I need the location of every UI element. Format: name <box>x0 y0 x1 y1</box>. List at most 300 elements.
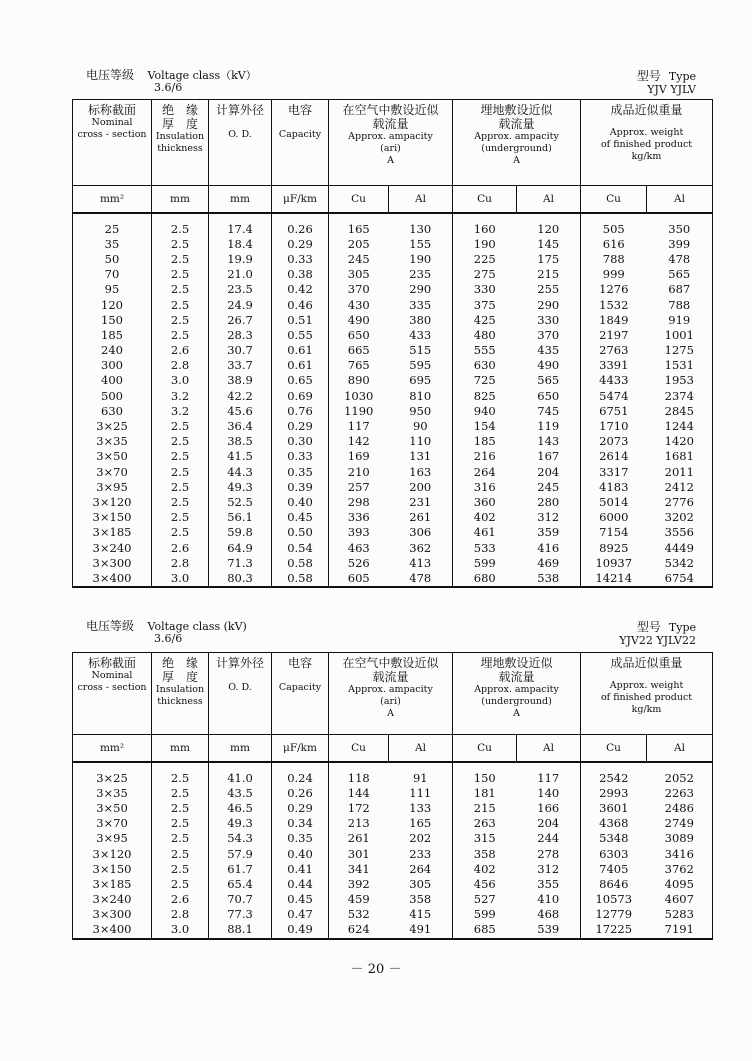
cell-ug-cu: 154 <box>453 419 517 434</box>
cell-weight-cu: 8646 <box>581 877 647 892</box>
cell-section: 3×300 <box>73 556 152 571</box>
cell-od: 77.3 <box>209 907 272 922</box>
cell-air-al: 163 <box>389 465 453 480</box>
cell-weight-al: 2749 <box>647 816 713 831</box>
cell-ug-cu: 533 <box>453 540 517 555</box>
cell-od: 52.5 <box>209 495 272 510</box>
cell-insulation: 2.5 <box>152 313 209 328</box>
table-body <box>73 213 713 588</box>
cell-capacity: 0.26 <box>272 786 329 801</box>
cell-ug-al: 650 <box>517 389 581 404</box>
cell-insulation: 2.5 <box>152 525 209 540</box>
unit-insulation: mm <box>152 735 209 762</box>
cell-ug-al: 117 <box>517 762 581 786</box>
cell-air-cu: 245 <box>329 252 389 267</box>
cell-ug-al: 119 <box>517 419 581 434</box>
cell-ug-al: 244 <box>517 831 581 846</box>
cell-section: 400 <box>73 373 152 388</box>
cell-weight-al: 1420 <box>647 434 713 449</box>
type-en: Type <box>668 621 696 634</box>
cell-ug-cu: 150 <box>453 762 517 786</box>
unit-insulation: mm <box>152 186 209 213</box>
table1-header <box>72 66 702 100</box>
cell-section: 3×50 <box>73 801 152 816</box>
table-row <box>73 373 713 388</box>
sub-al: Al <box>517 735 581 762</box>
cell-air-cu: 298 <box>329 495 389 510</box>
table-row <box>73 816 713 831</box>
cell-od: 88.1 <box>209 922 272 938</box>
cell-insulation: 2.6 <box>152 892 209 907</box>
cell-capacity: 0.34 <box>272 816 329 831</box>
cell-ug-cu: 225 <box>453 252 517 267</box>
table-row <box>73 237 713 252</box>
table-row <box>73 892 713 907</box>
cell-weight-cu: 1532 <box>581 297 647 312</box>
cell-air-cu: 765 <box>329 358 389 373</box>
cell-air-al: 950 <box>389 404 453 419</box>
cell-air-cu: 490 <box>329 313 389 328</box>
cell-od: 59.8 <box>209 525 272 540</box>
cell-od: 43.5 <box>209 786 272 801</box>
cell-ug-cu: 680 <box>453 571 517 587</box>
cell-air-cu: 210 <box>329 465 389 480</box>
page-number: － 20 － <box>350 962 402 977</box>
cell-ug-al: 370 <box>517 328 581 343</box>
cell-insulation: 2.5 <box>152 252 209 267</box>
cell-od: 23.5 <box>209 282 272 297</box>
cell-ug-cu: 316 <box>453 480 517 495</box>
cell-section: 3×70 <box>73 465 152 480</box>
cell-od: 24.9 <box>209 297 272 312</box>
cell-weight-cu: 12779 <box>581 907 647 922</box>
cell-ug-al: 359 <box>517 525 581 540</box>
unit-od: mm <box>209 186 272 213</box>
cell-weight-cu: 8925 <box>581 540 647 555</box>
table-row <box>73 510 713 525</box>
cell-ug-al: 435 <box>517 343 581 358</box>
cell-section: 3×300 <box>73 907 152 922</box>
table-row <box>73 252 713 267</box>
cell-ug-al: 215 <box>517 267 581 282</box>
cell-capacity: 0.61 <box>272 343 329 358</box>
cell-od: 26.7 <box>209 313 272 328</box>
cell-section: 3×25 <box>73 419 152 434</box>
sub-cu: Cu <box>329 186 389 213</box>
cell-air-cu: 261 <box>329 831 389 846</box>
cell-ug-al: 167 <box>517 449 581 464</box>
cell-insulation: 2.8 <box>152 907 209 922</box>
col-weight: 成品近似重量 Approx. weight of finished product kg/km <box>581 653 713 735</box>
cell-weight-al: 5283 <box>647 907 713 922</box>
cell-air-cu: 172 <box>329 801 389 816</box>
cell-capacity: 0.45 <box>272 510 329 525</box>
cell-air-cu: 526 <box>329 556 389 571</box>
cell-ug-al: 355 <box>517 877 581 892</box>
cell-weight-cu: 7405 <box>581 862 647 877</box>
cell-section: 95 <box>73 282 152 297</box>
cell-air-al: 131 <box>389 449 453 464</box>
table-row <box>73 862 713 877</box>
sub-cu: Cu <box>581 735 647 762</box>
cell-capacity: 0.76 <box>272 404 329 419</box>
unit-section: mm² <box>73 735 152 762</box>
cell-capacity: 0.42 <box>272 282 329 297</box>
cell-weight-cu: 999 <box>581 267 647 282</box>
cell-od: 49.3 <box>209 480 272 495</box>
cell-insulation: 2.5 <box>152 510 209 525</box>
cell-capacity: 0.35 <box>272 831 329 846</box>
cell-weight-cu: 4368 <box>581 816 647 831</box>
cell-insulation: 2.5 <box>152 237 209 252</box>
cell-od: 54.3 <box>209 831 272 846</box>
cell-ug-cu: 599 <box>453 907 517 922</box>
cell-air-al: 305 <box>389 877 453 892</box>
cell-air-cu: 341 <box>329 862 389 877</box>
cell-od: 19.9 <box>209 252 272 267</box>
cell-capacity: 0.41 <box>272 862 329 877</box>
cell-weight-cu: 505 <box>581 213 647 237</box>
cell-air-al: 306 <box>389 525 453 540</box>
table-row <box>73 540 713 555</box>
cell-weight-al: 1244 <box>647 419 713 434</box>
cell-ug-cu: 725 <box>453 373 517 388</box>
cell-weight-cu: 5348 <box>581 831 647 846</box>
cell-ug-cu: 527 <box>453 892 517 907</box>
unit-section: mm² <box>73 186 152 213</box>
cell-ug-cu: 190 <box>453 237 517 252</box>
cell-od: 17.4 <box>209 213 272 237</box>
cell-air-al: 111 <box>389 786 453 801</box>
cell-section: 3×185 <box>73 877 152 892</box>
cell-ug-cu: 360 <box>453 495 517 510</box>
cell-section: 120 <box>73 297 152 312</box>
cell-ug-cu: 555 <box>453 343 517 358</box>
cell-insulation: 2.5 <box>152 282 209 297</box>
cell-capacity: 0.33 <box>272 252 329 267</box>
voltage-class-cn: 电压等级 <box>86 619 135 633</box>
table-row <box>73 434 713 449</box>
cell-section: 35 <box>73 237 152 252</box>
cell-weight-cu: 3317 <box>581 465 647 480</box>
table-row <box>73 313 713 328</box>
cell-ug-al: 290 <box>517 297 581 312</box>
cell-air-al: 290 <box>389 282 453 297</box>
cell-insulation: 2.8 <box>152 358 209 373</box>
cell-ug-cu: 599 <box>453 556 517 571</box>
cell-weight-cu: 1710 <box>581 419 647 434</box>
cell-weight-cu: 4433 <box>581 373 647 388</box>
cell-weight-cu: 788 <box>581 252 647 267</box>
cell-insulation: 2.5 <box>152 762 209 786</box>
cell-ug-al: 166 <box>517 801 581 816</box>
table-row <box>73 786 713 801</box>
cell-ug-cu: 216 <box>453 449 517 464</box>
cell-capacity: 0.35 <box>272 465 329 480</box>
type-en: Type <box>668 70 696 83</box>
cell-weight-cu: 2614 <box>581 449 647 464</box>
cell-air-cu: 305 <box>329 267 389 282</box>
cell-weight-al: 7191 <box>647 922 713 938</box>
table-row <box>73 907 713 922</box>
cell-section: 3×400 <box>73 571 152 587</box>
cell-insulation: 2.5 <box>152 465 209 480</box>
cell-od: 42.2 <box>209 389 272 404</box>
cell-insulation: 2.8 <box>152 556 209 571</box>
type-value: YJV YJLV <box>647 83 696 96</box>
table-row <box>73 419 713 434</box>
cell-capacity: 0.40 <box>272 495 329 510</box>
cell-air-al: 200 <box>389 480 453 495</box>
table-row <box>73 801 713 816</box>
cell-section: 3×150 <box>73 510 152 525</box>
cell-air-cu: 605 <box>329 571 389 587</box>
cell-ug-cu: 825 <box>453 389 517 404</box>
cell-od: 21.0 <box>209 267 272 282</box>
cell-od: 49.3 <box>209 816 272 831</box>
cell-ug-al: 143 <box>517 434 581 449</box>
cell-capacity: 0.40 <box>272 846 329 861</box>
cell-ug-cu: 402 <box>453 862 517 877</box>
cell-ug-cu: 181 <box>453 786 517 801</box>
table-row <box>73 571 713 587</box>
cell-air-cu: 393 <box>329 525 389 540</box>
voltage-class-value: 3.6/6 <box>154 81 183 94</box>
cell-section: 3×95 <box>73 831 152 846</box>
cell-ug-al: 120 <box>517 213 581 237</box>
cell-air-al: 478 <box>389 571 453 587</box>
cell-air-al: 491 <box>389 922 453 938</box>
cell-capacity: 0.45 <box>272 892 329 907</box>
cell-capacity: 0.49 <box>272 922 329 938</box>
col-capacity: 电容 Capacity <box>272 100 329 186</box>
cell-ug-al: 330 <box>517 313 581 328</box>
col-section: 标称截面 Nominal cross - section <box>73 100 152 186</box>
cell-insulation: 2.5 <box>152 801 209 816</box>
table-row <box>73 877 713 892</box>
cell-ug-al: 416 <box>517 540 581 555</box>
cell-od: 36.4 <box>209 419 272 434</box>
cell-section: 3×240 <box>73 540 152 555</box>
cell-air-cu: 1190 <box>329 404 389 419</box>
cell-ug-cu: 185 <box>453 434 517 449</box>
cell-air-cu: 392 <box>329 877 389 892</box>
cell-capacity: 0.58 <box>272 556 329 571</box>
cell-air-al: 165 <box>389 816 453 831</box>
sub-cu: Cu <box>329 735 389 762</box>
cell-air-al: 358 <box>389 892 453 907</box>
cell-air-cu: 118 <box>329 762 389 786</box>
cell-weight-cu: 5014 <box>581 495 647 510</box>
cell-air-al: 190 <box>389 252 453 267</box>
cell-ug-al: 312 <box>517 862 581 877</box>
cell-ug-al: 538 <box>517 571 581 587</box>
cell-weight-al: 3762 <box>647 862 713 877</box>
cell-capacity: 0.69 <box>272 389 329 404</box>
cell-od: 61.7 <box>209 862 272 877</box>
cell-ug-cu: 160 <box>453 213 517 237</box>
cell-od: 57.9 <box>209 846 272 861</box>
cell-capacity: 0.29 <box>272 801 329 816</box>
cell-capacity: 0.33 <box>272 449 329 464</box>
cell-ug-al: 140 <box>517 786 581 801</box>
cell-ug-cu: 275 <box>453 267 517 282</box>
cell-weight-cu: 1849 <box>581 313 647 328</box>
cell-capacity: 0.65 <box>272 373 329 388</box>
cell-ug-al: 490 <box>517 358 581 373</box>
cell-insulation: 3.0 <box>152 571 209 587</box>
table-row <box>73 213 713 237</box>
spec-table-1 <box>72 99 713 588</box>
cell-weight-cu: 2763 <box>581 343 647 358</box>
cell-insulation: 2.6 <box>152 540 209 555</box>
sub-cu: Cu <box>453 735 517 762</box>
cell-air-cu: 142 <box>329 434 389 449</box>
cell-ug-al: 204 <box>517 816 581 831</box>
cell-weight-cu: 2197 <box>581 328 647 343</box>
cell-weight-cu: 4183 <box>581 480 647 495</box>
table-row <box>73 282 713 297</box>
cell-ug-al: 312 <box>517 510 581 525</box>
cell-weight-al: 1531 <box>647 358 713 373</box>
cell-weight-cu: 616 <box>581 237 647 252</box>
cell-air-cu: 370 <box>329 282 389 297</box>
cell-insulation: 2.6 <box>152 343 209 358</box>
cell-ug-cu: 456 <box>453 877 517 892</box>
table-row <box>73 556 713 571</box>
cell-weight-cu: 2073 <box>581 434 647 449</box>
cell-section: 3×50 <box>73 449 152 464</box>
cell-od: 41.0 <box>209 762 272 786</box>
cell-od: 45.6 <box>209 404 272 419</box>
cell-section: 185 <box>73 328 152 343</box>
cell-capacity: 0.55 <box>272 328 329 343</box>
cell-capacity: 0.50 <box>272 525 329 540</box>
table-body <box>73 762 713 939</box>
cell-weight-cu: 3601 <box>581 801 647 816</box>
cell-weight-cu: 2993 <box>581 786 647 801</box>
cell-capacity: 0.39 <box>272 480 329 495</box>
cell-weight-al: 3416 <box>647 846 713 861</box>
cell-od: 80.3 <box>209 571 272 587</box>
cell-od: 38.9 <box>209 373 272 388</box>
cell-weight-cu: 6303 <box>581 846 647 861</box>
col-insulation: 绝 缘 厚 度 Insulation thickness <box>152 100 209 186</box>
cell-ug-al: 175 <box>517 252 581 267</box>
cell-weight-al: 2486 <box>647 801 713 816</box>
cell-section: 300 <box>73 358 152 373</box>
cell-weight-cu: 10937 <box>581 556 647 571</box>
cell-capacity: 0.46 <box>272 297 329 312</box>
cell-section: 70 <box>73 267 152 282</box>
cell-insulation: 3.0 <box>152 922 209 938</box>
cell-air-cu: 169 <box>329 449 389 464</box>
cell-ug-cu: 330 <box>453 282 517 297</box>
cell-air-cu: 117 <box>329 419 389 434</box>
cell-weight-al: 2011 <box>647 465 713 480</box>
cell-capacity: 0.29 <box>272 237 329 252</box>
table-row <box>73 449 713 464</box>
cell-capacity: 0.44 <box>272 877 329 892</box>
col-capacity: 电容 Capacity <box>272 653 329 735</box>
cell-od: 46.5 <box>209 801 272 816</box>
cell-weight-al: 4095 <box>647 877 713 892</box>
sub-cu: Cu <box>453 186 517 213</box>
cell-ug-cu: 315 <box>453 831 517 846</box>
cell-capacity: 0.47 <box>272 907 329 922</box>
type-value: YJV22 YJLV22 <box>619 634 696 647</box>
cell-insulation: 2.5 <box>152 831 209 846</box>
cell-air-cu: 1030 <box>329 389 389 404</box>
cell-ug-al: 539 <box>517 922 581 938</box>
cell-weight-cu: 17225 <box>581 922 647 938</box>
cell-weight-al: 2776 <box>647 495 713 510</box>
cell-weight-al: 1275 <box>647 343 713 358</box>
cell-weight-al: 4607 <box>647 892 713 907</box>
cell-capacity: 0.29 <box>272 419 329 434</box>
sub-al: Al <box>389 735 453 762</box>
cell-od: 70.7 <box>209 892 272 907</box>
cell-ug-cu: 685 <box>453 922 517 938</box>
cell-weight-al: 788 <box>647 297 713 312</box>
table-row <box>73 267 713 282</box>
cell-air-al: 202 <box>389 831 453 846</box>
cell-air-cu: 144 <box>329 786 389 801</box>
cell-od: 65.4 <box>209 877 272 892</box>
sub-al: Al <box>389 186 453 213</box>
cell-ug-al: 280 <box>517 495 581 510</box>
cell-air-al: 261 <box>389 510 453 525</box>
cell-air-al: 595 <box>389 358 453 373</box>
cell-section: 3×25 <box>73 762 152 786</box>
table-row <box>73 297 713 312</box>
cell-ug-al: 469 <box>517 556 581 571</box>
cell-weight-cu: 5474 <box>581 389 647 404</box>
cell-air-cu: 213 <box>329 816 389 831</box>
cell-weight-al: 687 <box>647 282 713 297</box>
cell-ug-cu: 425 <box>453 313 517 328</box>
cell-insulation: 2.5 <box>152 786 209 801</box>
cell-od: 44.3 <box>209 465 272 480</box>
table-row <box>73 762 713 786</box>
sub-al: Al <box>647 186 713 213</box>
cell-air-cu: 890 <box>329 373 389 388</box>
cell-air-al: 231 <box>389 495 453 510</box>
table-header <box>73 653 713 762</box>
table-header <box>73 100 713 213</box>
cell-air-cu: 665 <box>329 343 389 358</box>
col-weight: 成品近似重量 Approx. weight of finished product kg/km <box>581 100 713 186</box>
type-cn: 型号 <box>636 620 661 634</box>
cell-ug-al: 410 <box>517 892 581 907</box>
cell-ug-cu: 375 <box>453 297 517 312</box>
table-row <box>73 358 713 373</box>
voltage-class-value: 3.6/6 <box>154 632 183 645</box>
cell-capacity: 0.58 <box>272 571 329 587</box>
cell-section: 240 <box>73 343 152 358</box>
cell-ug-cu: 461 <box>453 525 517 540</box>
cell-air-cu: 430 <box>329 297 389 312</box>
col-underground-ampacity: 埋地敷设近似 载流量 Approx. ampacity (underground) A <box>453 100 581 186</box>
cell-air-al: 413 <box>389 556 453 571</box>
col-od: 计算外径 O. D. <box>209 100 272 186</box>
cell-section: 500 <box>73 389 152 404</box>
cell-weight-al: 2052 <box>647 762 713 786</box>
cell-air-al: 235 <box>389 267 453 282</box>
cable-type <box>619 621 696 647</box>
cell-insulation: 2.5 <box>152 862 209 877</box>
cell-section: 3×70 <box>73 816 152 831</box>
